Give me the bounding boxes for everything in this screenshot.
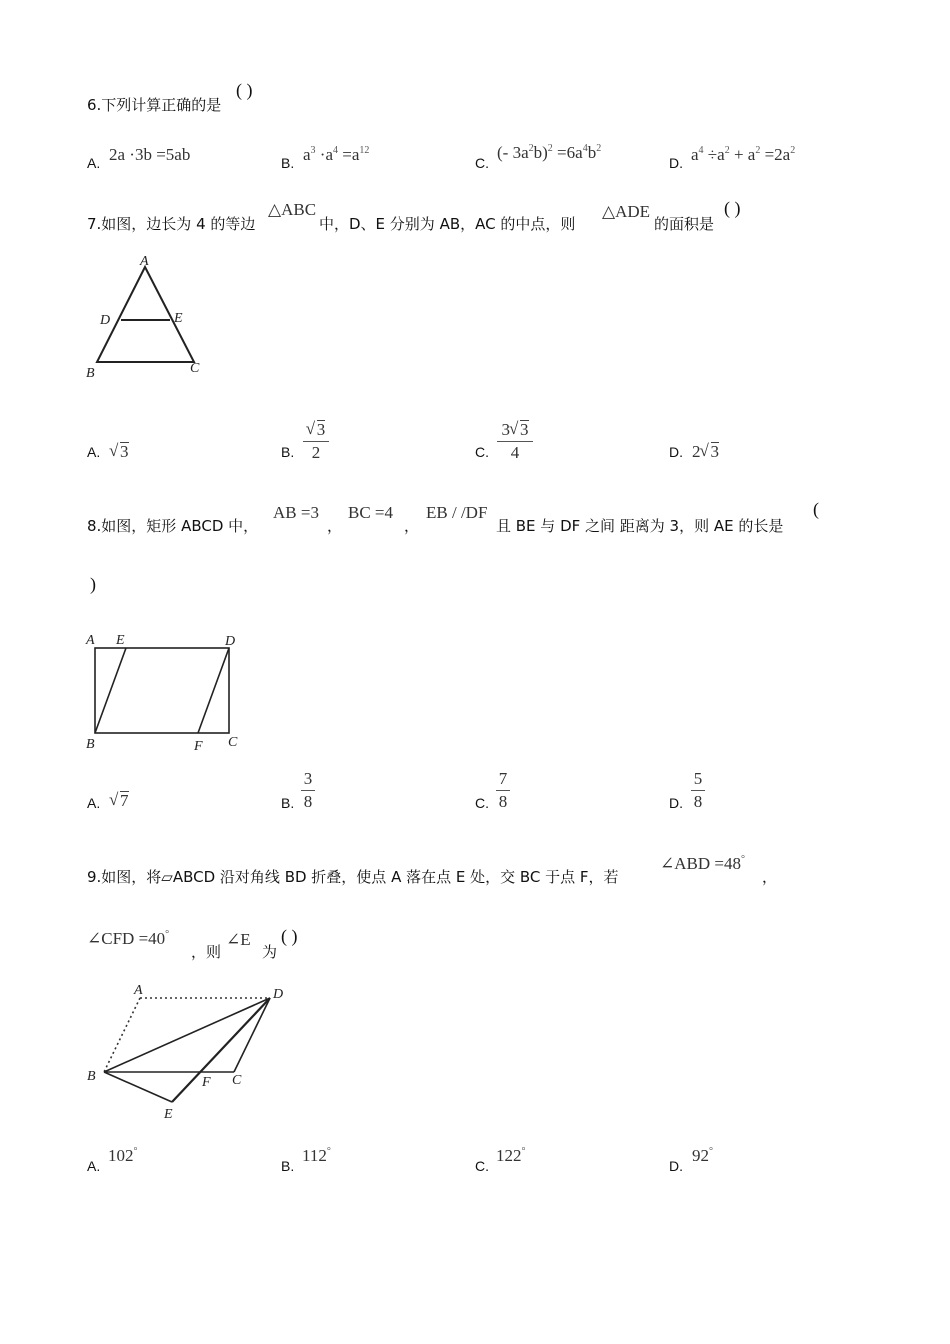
segment-be [104,1072,172,1102]
q9-angle-e: ∠E [226,930,251,949]
q6-option-d-label: D. [669,155,683,171]
q8-option-c-fraction: 7 8 [496,769,510,812]
q7-option-c-fraction: 3√ 3 4 [497,420,533,463]
q9-stem-b: ，则 [191,943,222,961]
q8-option-b-label: B. [281,795,295,811]
q9-angle-cfd: ∠CFD =40° [87,929,170,948]
point-f-label: F [202,1075,211,1090]
q7-stem-a: 7.如图，边长为 4 的等边 [87,215,256,233]
q9-fold-figure [80,978,300,1128]
q8-comma-2: ， [404,517,420,535]
q6-option-c-label: C. [475,155,489,171]
q8-stem-b: 且 BE 与 DF 之间 距离为 3，则 AE 的长是 [496,517,784,535]
q9-option-a-value: 102° [108,1146,138,1165]
q6-stem: 6.下列计算正确的是 [87,96,222,114]
q7-option-b-fraction: √ 3 2 [303,420,329,463]
q8-stem-a: 8.如图，矩形 ABCD 中， [87,517,259,535]
q7-stem-b: 中，D、E 分别为 AB，AC 的中点，则 [319,215,576,233]
q9-option-b-value: 112° [302,1146,331,1165]
q9-option-a-label: A. [87,1158,101,1174]
q9-stem-c: 为 [262,943,278,961]
q7-option-c-label: C. [475,444,489,460]
q8-answer-paren-close: ) [90,574,96,594]
q6-option-c-expr: (- $3a^2b)^2 =6a^4b^2$ [497,143,602,162]
q8-comma-1: ， [327,517,343,535]
q6-option-a-expr: 2a ·3b =5ab [109,145,191,164]
point-e-label: E [116,633,125,648]
rectangle-abcd-outline [95,648,229,733]
q7-option-a-label: A. [87,444,101,460]
q9-option-d-value: 92° [692,1146,713,1165]
point-c-label: C [232,1073,242,1088]
q7-option-d-expr: 2√ 3 [692,442,719,462]
q9-option-c-value: 122° [496,1146,526,1165]
point-a-label: A [134,983,143,998]
q7-triangle-ade: △ADE [602,202,651,221]
q9-option-c-label: C. [475,1158,489,1174]
segment-df [198,648,229,733]
point-c-label: C [190,361,200,376]
q8-answer-paren-open: ( [813,499,819,519]
q8-option-c-label: C. [475,795,489,811]
q8-rectangle-figure [80,627,250,755]
q8-option-d-label: D. [669,795,683,811]
point-f-label: F [194,739,203,754]
q8-option-b-fraction: 3 8 [301,769,315,812]
q7-triangle-figure [80,250,220,385]
q7-answer-paren: ( ) [724,198,741,218]
q9-stem-a: 9.如图，将▱ABCD 沿对角线 BD 折叠，使点 A 落在点 E 处，交 BC 于点 F，若 [87,868,619,886]
q6-option-b-expr: $a^3 \cdot a^4 =a^{12}$ [303,145,370,164]
q8-eb-parallel-df: EB / /DF [426,503,488,522]
diagonal-bd [104,998,270,1072]
q8-option-d-fraction: 5 8 [691,769,705,812]
segment-cd [234,998,270,1072]
q6-option-b-label: B. [281,155,295,171]
q9-answer-paren: ( ) [281,926,298,946]
point-c-label: C [228,735,238,750]
point-e-label: E [174,311,183,326]
q8-option-a-label: A. [87,795,101,811]
q6-option-d-expr: $a^4 \div a^2 + a^2 =2a^2$ [691,145,796,164]
q7-option-d-label: D. [669,444,683,460]
q9-option-d-label: D. [669,1158,683,1174]
q6-answer-paren: ( ) [236,80,253,100]
point-b-label: B [87,1069,96,1084]
q8-bc-equals-4: BC =4 [348,503,394,522]
point-b-label: B [86,737,95,752]
point-d-label: D [273,987,284,1002]
q9-option-b-label: B. [281,1158,295,1174]
q7-stem-c: 的面积是 [654,215,715,233]
point-d-label: D [225,634,236,649]
q8-option-a-expr: √ 7 [110,791,129,811]
q9-angle-abd: ∠ABD =48° [660,854,745,873]
q8-ab-equals-3: AB =3 [273,503,319,522]
q6-option-a-label: A. [87,155,101,171]
point-d-label: D [100,313,111,328]
point-a-label: A [86,633,95,648]
q9-comma: ， [762,868,778,886]
q7-triangle-abc: △ABC [268,200,317,219]
segment-ab-dotted [104,998,140,1072]
q7-option-a-expr: √ 3 [110,442,129,462]
point-a-label: A [140,254,149,269]
segment-ed [172,998,270,1102]
segment-be [95,648,126,733]
point-e-label: E [164,1107,173,1122]
point-b-label: B [86,366,95,381]
q7-option-b-label: B. [281,444,295,460]
